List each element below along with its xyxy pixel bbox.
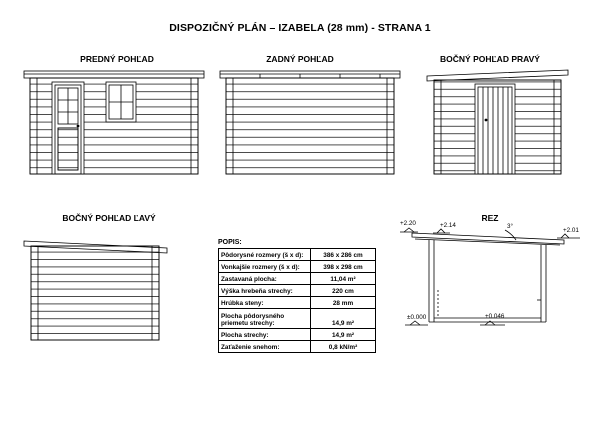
- popis-row: [219, 309, 376, 329]
- popis-row: [219, 249, 376, 261]
- popis-row: [219, 285, 376, 297]
- popis-value: 14,9 m²: [311, 329, 376, 341]
- section-mark-right-top: +2.01: [563, 227, 579, 234]
- popis-label: Hrúbka steny:: [219, 297, 311, 309]
- popis-row: [219, 297, 376, 309]
- side-left-view-label: BOČNÝ POHĽAD ĽAVÝ: [62, 213, 156, 223]
- section-view-label: REZ: [481, 213, 499, 223]
- popis-label: Výška hrebeňa strechy:: [219, 285, 311, 297]
- popis-value: 398 x 298 cm: [311, 261, 376, 273]
- side-right-view-label: BOČNÝ POHĽAD PRAVÝ: [440, 54, 540, 64]
- section-mark-mid-top: +2.14: [440, 222, 456, 229]
- section-mark-angle: 3°: [507, 223, 514, 230]
- side-left-view-drawing: [24, 241, 167, 340]
- front-view-drawing: [24, 71, 204, 174]
- popis-label: Plocha pôdorysného priemetu strechy:: [219, 309, 311, 329]
- popis-label: Pôdorysné rozmery (š x d):: [219, 249, 311, 261]
- popis-title: POPIS:: [218, 239, 242, 246]
- popis-label: Plocha strechy:: [219, 329, 311, 341]
- side-right-view-drawing: [427, 70, 568, 174]
- popis-value: 28 mm: [311, 297, 376, 309]
- section-mark-floor-mid: +0.046: [485, 313, 505, 320]
- side-door: [475, 84, 515, 174]
- popis-value: 220 cm: [311, 285, 376, 297]
- section-drawing: [400, 228, 580, 325]
- popis-row: [219, 273, 376, 285]
- popis-label: Zaťaženie snehom:: [219, 341, 311, 353]
- section-mark-floor-left: ±0.000: [407, 314, 427, 321]
- popis-label: Vonkajšie rozmery (š x d):: [219, 261, 311, 273]
- popis-value: 11,04 m²: [311, 273, 376, 285]
- popis-row: [219, 329, 376, 341]
- back-view-drawing: [220, 71, 400, 174]
- popis-value: 0,8 kN/m²: [311, 341, 376, 353]
- front-door: [52, 82, 84, 174]
- popis-row: [219, 261, 376, 273]
- page-title: DISPOZIČNÝ PLÁN – IZABELA (28 mm) - STRANA 1: [169, 22, 431, 34]
- popis-label: Zastavaná plocha:: [219, 273, 311, 285]
- front-window: [106, 82, 136, 122]
- popis-row: [219, 341, 376, 353]
- back-view-label: ZADNÝ POHĽAD: [266, 54, 334, 64]
- popis-table: [218, 248, 376, 353]
- popis-value: 14,9 m²: [311, 309, 376, 329]
- popis-value: 386 x 286 cm: [311, 249, 376, 261]
- front-view-label: PREDNÝ POHĽAD: [80, 54, 154, 64]
- section-mark-left-top: +2.20: [400, 220, 416, 227]
